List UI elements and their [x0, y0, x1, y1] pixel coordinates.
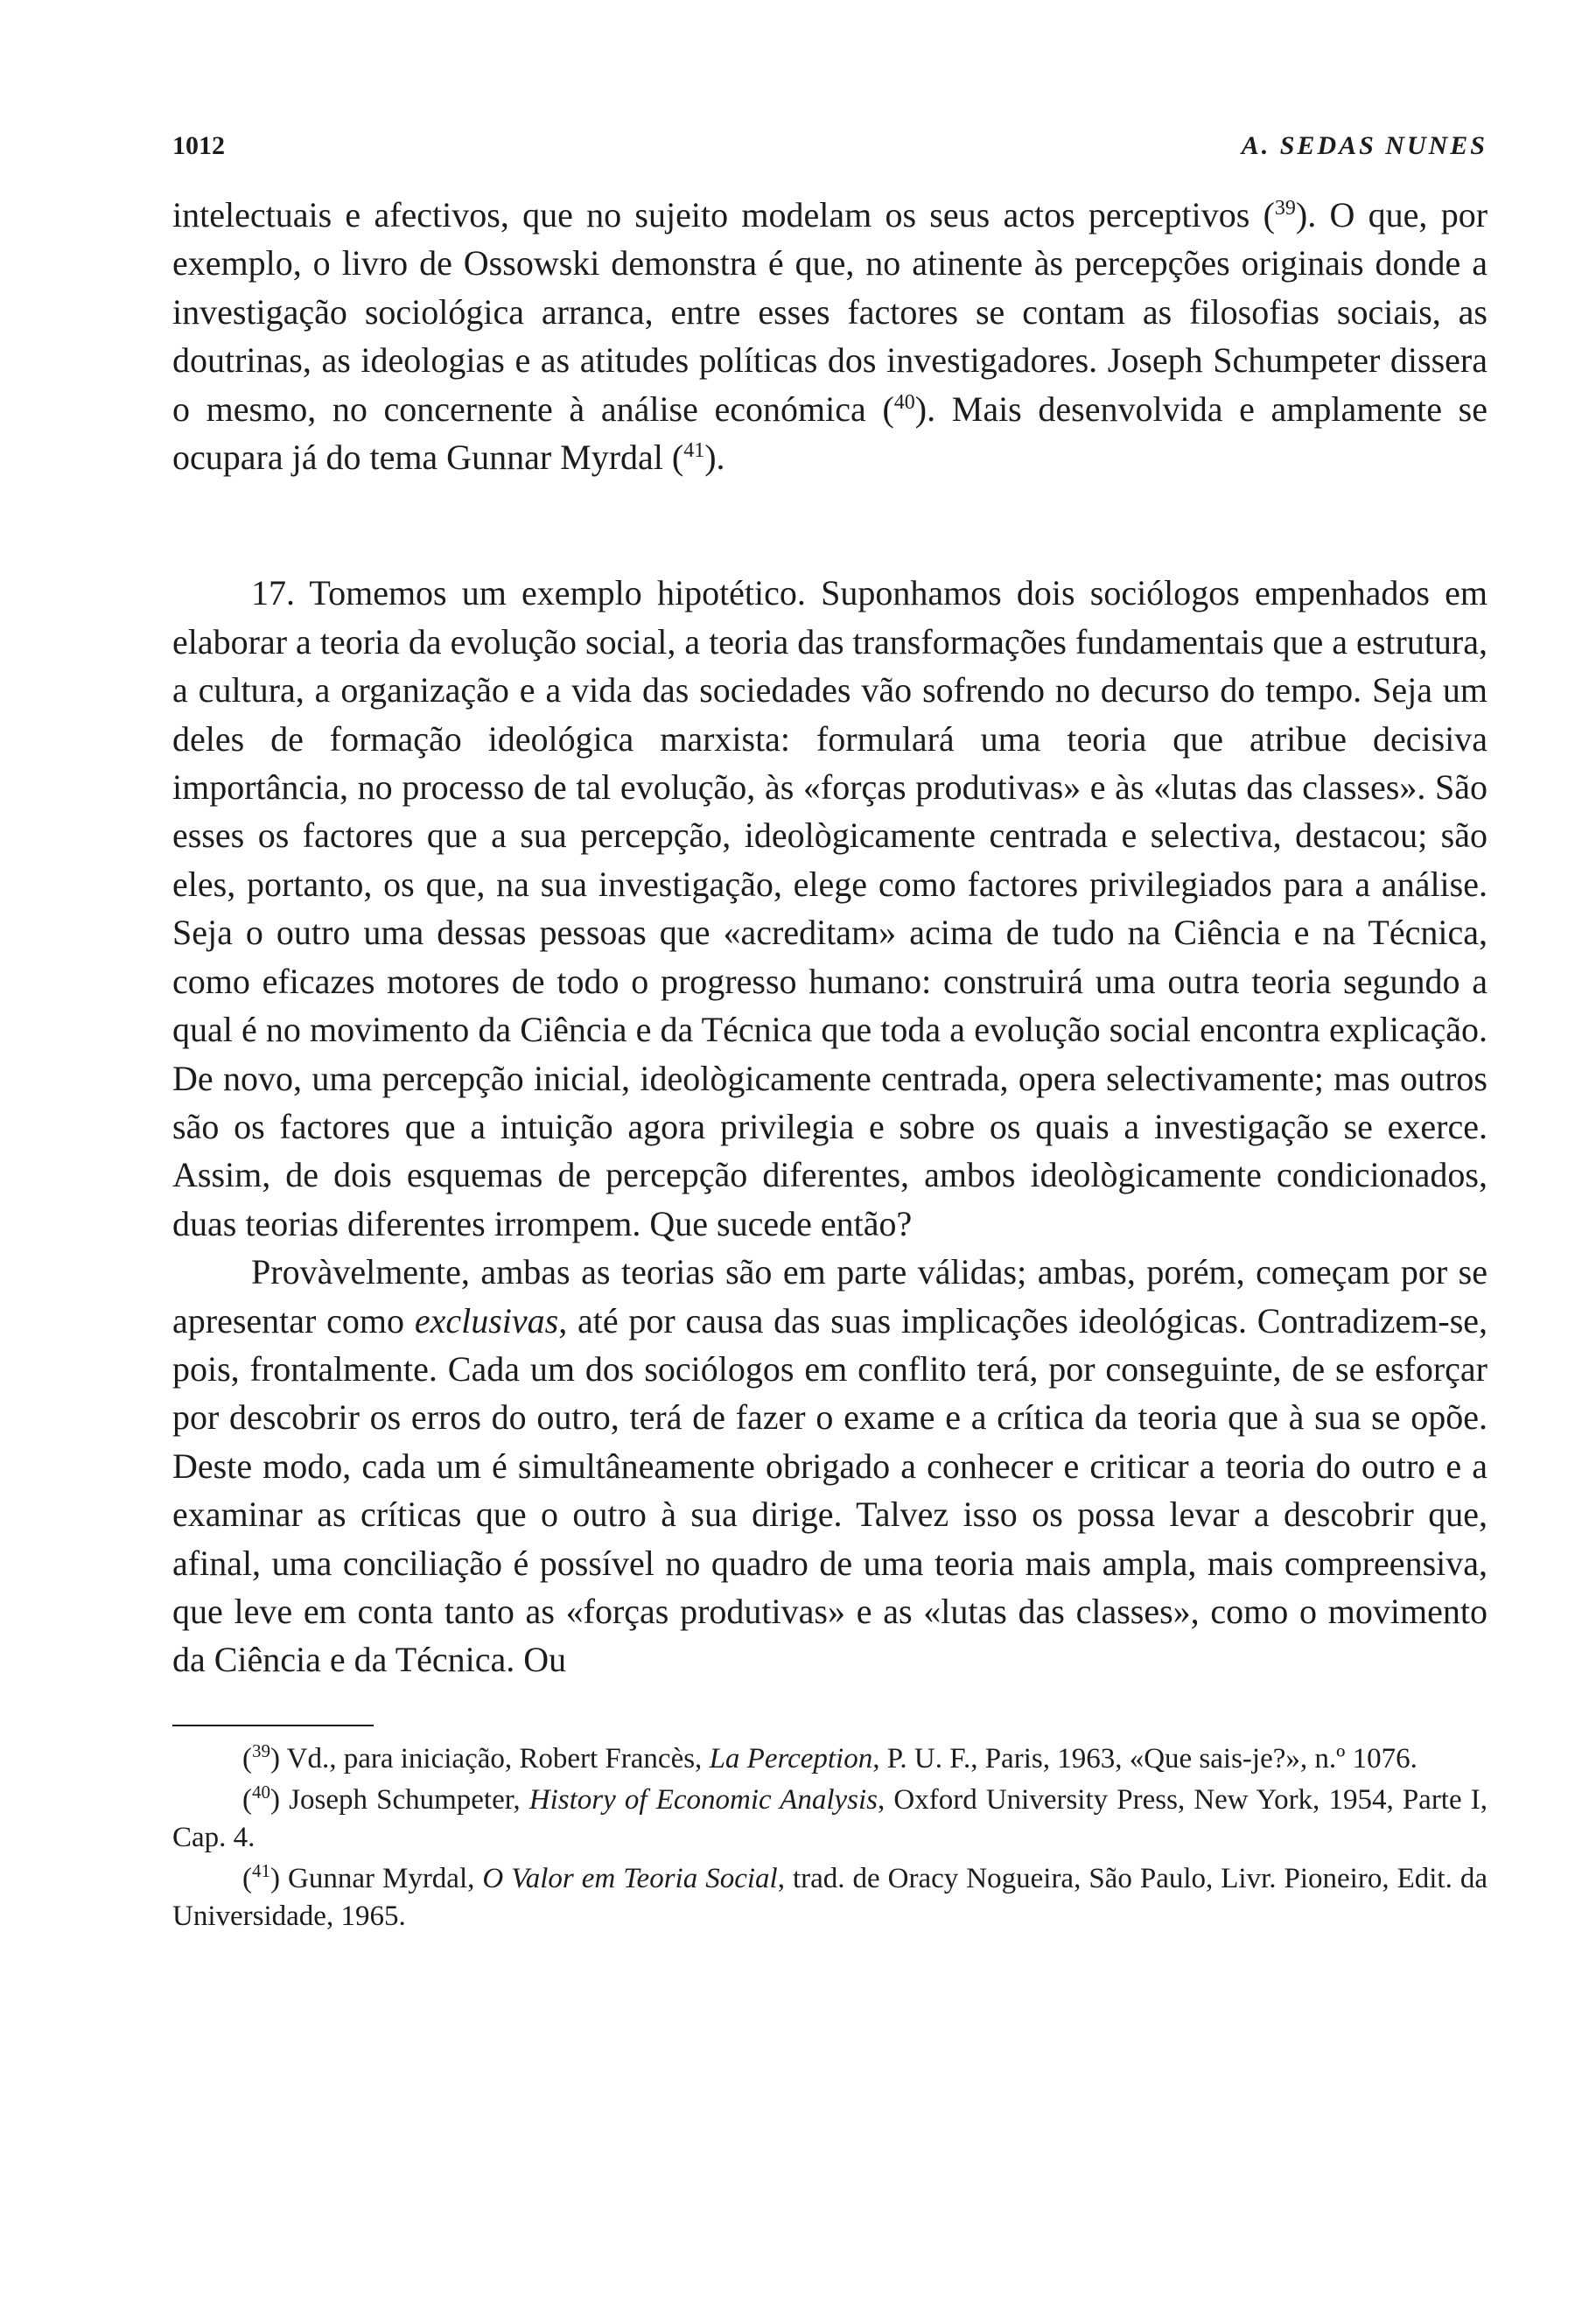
footnote-number: 41	[252, 1859, 270, 1881]
footnote-text: , Oxford University Press, New York, 1954, Parte I, Cap. 4.	[172, 1783, 1488, 1853]
page	[172, 131, 1488, 1939]
footnote-text: Vd., para iniciação, Robert Francès,	[280, 1742, 710, 1774]
paragraph-1	[172, 191, 1488, 481]
footnote-divider	[172, 1725, 374, 1726]
footnote-41: ($^{41}$) Gunnar Myrdal, O Valor em Teoria Social, trad. de Oracy Nogueira, São Paulo, Livr. Pioneiro, Edit. da Universidade, 1965.	[172, 1859, 1488, 1932]
paragraph-text: , até por causa das suas implicações ideológicas. Contradizem-se, pois, frontalmente. Cada um dos sociólogos em conflito terá, por conseguinte, de se esforçar por descobrir os erros do outro, terá de fazer o exame e a crítica da teoria que à sua se opõe. Deste modo, cada um é simultâneamente obrigado a conhecer e criticar a teoria do outro e a examinar as críticas que o outro à sua dirige. Talvez isso os possa levar a descobrir que, afinal, uma conciliação é possível no quadro de uma teoria mais ampla, mais compreensiva, que leve em conta tanto as «forças produtivas» e as «lutas das classes», como o movimento da Ciência e da Técnica. Ou	[172, 1300, 1488, 1680]
footnote-39: ($^{39}$) Vd., para iniciação, Robert Francès, La Perception, P. U. F., Paris, 1963, «Que sais-je?», n.º 1076.	[242, 1740, 1418, 1774]
paragraph-text: Provàvelmente, ambas as teorias são em parte válidas; ambas, porém, começam por se apresentar como	[172, 1252, 1488, 1340]
paragraph-3	[172, 1248, 1488, 1684]
running-head-author: A. SEDAS NUNES	[1241, 131, 1488, 160]
running-head	[172, 131, 1488, 184]
footnote-number: 39	[252, 1740, 270, 1761]
footnote-ref: 40	[893, 390, 915, 414]
paragraph-2	[172, 569, 1488, 1248]
emphasis-text: exclusivas	[414, 1300, 559, 1340]
footnote-text: , P. U. F., Paris, 1963, «Que sais-je?», n.º 1076.	[872, 1742, 1418, 1774]
page-number: 1012	[172, 131, 225, 160]
footnote-40: ($^{40}$) Joseph Schumpeter, History of Economic Analysis, Oxford University Press, New York, 1954, Parte I, Cap. 4.	[172, 1781, 1488, 1853]
footnote-text: , trad. de Oracy Nogueira, São Paulo, Livr. Pioneiro, Edit. da Universidade, 1965.	[172, 1862, 1488, 1932]
body-text	[172, 191, 1488, 1684]
cited-title: History of Economic Analysis	[528, 1783, 878, 1816]
footnote-ref: 41	[683, 439, 705, 463]
footnote-text: Joseph Schumpeter,	[280, 1783, 529, 1816]
paragraph-text: intelectuais e afectivos, que no sujeito modelam os seus actos perceptivos (	[172, 195, 1275, 234]
paragraph-text: ). O que, por exemplo, o livro de Ossowski demonstra é que, no atinente às percepções originais donde a investigação sociológica arranca, entre esses factores se contam as filosofias sociais, as doutrinas, as ideologias e as atitudes políticas dos investigadores. Joseph Schumpeter dissera o mesmo, no concernente à análise económica (	[172, 195, 1488, 429]
paragraph-text: ).	[704, 438, 725, 478]
footnotes	[172, 1740, 1488, 1936]
paragraph-text: ). Mais desenvolvida e amplamente se ocupara já do tema Gunnar Myrdal (	[172, 388, 1488, 478]
footnote-text: Gunnar Myrdal,	[280, 1862, 483, 1894]
footnote-ref: 39	[1274, 197, 1296, 220]
cited-title: La Perception	[709, 1742, 873, 1774]
cited-title: O Valor em Teoria Social	[482, 1862, 778, 1894]
footnote-number: 40	[252, 1781, 270, 1802]
paragraph-text: 17. Tomemos um exemplo hipotético. Suponhamos dois sociólogos empenhados em elaborar a teoria da evolução social, a teoria das transformações fundamentais que a estrutura, a cultura, a organização e a vida das sociedades vão sofrendo no decurso do tempo. Seja um deles de formação ideológica marxista: formulará uma teoria que atribue decisiva importância, no processo de tal evolução, às «forças produtivas» e às «lutas das classes». São esses os factores que a sua percepção, ideològicamente centrada e selectiva, destacou; são eles, portanto, os que, na sua investigação, elege como factores privilegiados para a análise. Seja o outro uma dessas pessoas que «acreditam» acima de tudo na Ciência e na Técnica, como eficazes motores de todo o progresso humano: construirá uma outra teoria segundo a qual é no movimento da Ciência e da Técnica que toda a evolução social encontra explicação. De novo, uma percepção inicial, ideològicamente centrada, opera selectivamente; mas outros são os factores que a intuição agora privilegia e sobre os quais a investigação se exerce. Assim, de dois esquemas de percepção diferentes, ambos ideològicamente condicionados, duas teorias diferentes irrompem. Que sucede então?	[172, 573, 1488, 1243]
